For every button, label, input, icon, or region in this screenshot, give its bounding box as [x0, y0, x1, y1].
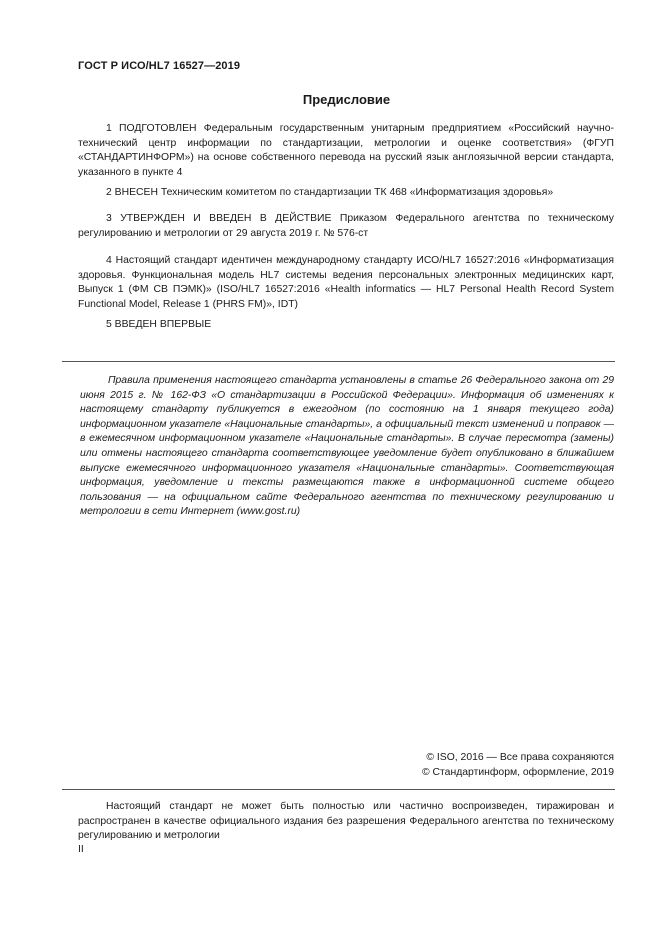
foreword-item-text: 2 ВНЕСЕН Техническим комитетом по стандартизации ТК 468 «Информатизация здоровья»: [106, 187, 554, 198]
foreword-item-5: [78, 318, 614, 333]
reproduction-block: [78, 800, 614, 844]
page-title: Предисловие: [302, 92, 391, 107]
foreword-item-text: 3 УТВЕРЖДЕН И ВВЕДЕН В ДЕЙСТВИЕ Приказом Федерального агентства по техническому регулированию и метрологии от 29 августа 2019 г. № 576-ст: [78, 213, 614, 239]
document-code: ГОСТ Р ИСО/HL7 16527—2019: [78, 60, 241, 72]
page-number: II: [78, 844, 84, 855]
reproduction-text: Настоящий стандарт не может быть полностью или частично воспроизведен, тиражирован и распространен в качестве официального издания без разрешения Федерального агентства по техническому регулированию и метрологии: [78, 801, 614, 842]
foreword-item-text: 5 ВВЕДЕН ВПЕРВЫЕ: [106, 319, 212, 330]
divider: [62, 361, 615, 362]
notice-block: [80, 374, 614, 520]
copyright-block: [422, 751, 614, 780]
copyright-iso: © ISO, 2016 — Все права сохраняются: [426, 752, 614, 763]
foreword-item-4: [78, 254, 614, 312]
notice-text: Правила применения настоящего стандарта установлены в статье 26 Федерального закона от 29 июня 2015 г. № 162-ФЗ «О стандартизации в Российской Федерации». Информация об изменениях к настоящему стандарту публикуется в ежегодном (по состоянию на 1 января текущего года) информационном указателе «Национальные стандарты», а официальный текст изменений и поправок — в ежемесячном информационном указателе «Национальные стандарты». В случае пересмотра (замены) или отмены настоящего стандарта соответствующее уведомление будет опубликовано в ближайшем выпуске ежемесячного информационного указателя «Национальные стандарты». Соответствующая информация, уведомление и тексты размещаются также в информационной системе общего пользования — на официальном сайте Федерального агентства по техническому регулированию и метрологии в сети Интернет (www.gost.ru): [80, 375, 614, 518]
copyright-standartinform: © Стандартинформ, оформление, 2019: [421, 766, 614, 778]
foreword-item-2: [78, 186, 614, 201]
foreword-item-1: [78, 122, 614, 180]
foreword-item-text: 1 ПОДГОТОВЛЕН Федеральным государственным унитарным предприятием «Российский научно-технический центр информации по стандартизации, метрологии и оценке соответствия» (ФГУП «СТАНДАРТИНФОРМ») на основе собственного перевода на русский язык англоязычной версии стандарта, указанного в пункте 4: [78, 123, 614, 178]
foreword-item-3: [78, 212, 614, 241]
foreword-item-text: 4 Настоящий стандарт идентичен международному стандарту ИСО/HL7 16527:2016 «Информатизация здоровья. Функциональная модель HL7 системы ведения персональных электронных медицинских карт, Выпуск 1 (ФМ СВ ПЭМК)» (ISO/HL7 16527:2016 «Health informatics — HL7 Personal Health Record System Functional Model, Release 1 (PHRS FM)», IDT): [78, 255, 614, 310]
divider: [62, 789, 615, 790]
